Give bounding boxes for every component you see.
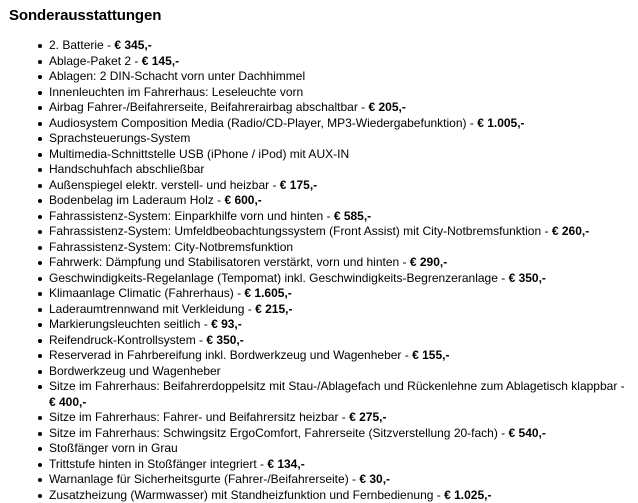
item-name: Sitze im Fahrerhaus: Schwingsitz ErgoComfort, Fahrerseite (Sitzverstellung 20-fach) <box>49 426 498 440</box>
list-item: Markierungsleuchten seitlich - € 93,- <box>37 317 627 333</box>
item-price: € 585,- <box>334 209 371 223</box>
list-item <box>37 131 627 147</box>
item-price: € 145,- <box>142 54 179 68</box>
equipment-list <box>37 38 627 503</box>
item-price: € 134,- <box>267 457 304 471</box>
item-price: € 540,- <box>509 426 546 440</box>
item-name: Trittstufe hinten in Stoßfänger integriert <box>49 457 257 471</box>
item-name: Bordwerkzeug und Wagenheber <box>49 364 221 378</box>
item-name: Ablage-Paket 2 <box>49 54 131 68</box>
list-item: Bodenbelag im Laderaum Holz - € 600,- <box>37 193 627 209</box>
item-price: € 175,- <box>280 178 317 192</box>
item-name: Warnanlage für Sicherheitsgurte (Fahrer-/Beifahrerseite) <box>49 472 349 486</box>
list-item: Sitze im Fahrerhaus: Schwingsitz ErgoComfort, Fahrerseite (Sitzverstellung 20-fach) - € 540,- <box>37 426 627 442</box>
item-price: € 30,- <box>359 472 390 486</box>
item-name: Stoßfänger vorn in Grau <box>49 441 178 455</box>
list-item: Sitze im Fahrerhaus: Fahrer- und Beifahrersitz heizbar - € 275,- <box>37 410 627 426</box>
list-item: Zusatzheizung (Warmwasser) mit Standheizfunktion und Fernbedienung - € 1.025,- <box>37 488 627 503</box>
item-price: € 350,- <box>509 271 546 285</box>
item-name: Zusatzheizung (Warmwasser) mit Standheizfunktion und Fernbedienung <box>49 488 433 502</box>
list-item <box>37 147 627 163</box>
item-price: € 1.025,- <box>444 488 491 502</box>
list-item: Sitze im Fahrerhaus: Beifahrerdoppelsitz mit Stau-/Ablagefach und Rückenlehne zum Ablagetisch klappbar - € 400,- <box>37 379 627 410</box>
page-title: Sonderausstattungen <box>9 7 161 24</box>
item-price: € 1.605,- <box>244 286 291 300</box>
item-price: € 1.005,- <box>477 116 524 130</box>
item-price: € 600,- <box>224 193 261 207</box>
list-item: Klimaanlage Climatic (Fahrerhaus) - € 1.605,- <box>37 286 627 302</box>
item-price: € 260,- <box>552 224 589 238</box>
list-item: Reifendruck-Kontrollsystem - € 350,- <box>37 333 627 349</box>
list-item <box>37 240 627 256</box>
list-item: Fahrassistenz-System: Einparkhilfe vorn und hinten - € 585,- <box>37 209 627 225</box>
list-item <box>37 364 627 380</box>
item-name: Markierungsleuchten seitlich <box>49 317 200 331</box>
item-name: Laderaumtrennwand mit Verkleidung <box>49 302 244 316</box>
item-price: € 93,- <box>211 317 242 331</box>
item-name: Ablagen: 2 DIN-Schacht vorn unter Dachhimmel <box>49 69 305 83</box>
item-name: Sitze im Fahrerhaus: Beifahrerdoppelsitz mit Stau-/Ablagefach und Rückenlehne zum Ablagetisch klappbar <box>49 379 617 393</box>
list-item <box>37 162 627 178</box>
item-name: Bodenbelag im Laderaum Holz <box>49 193 214 207</box>
item-name: Reserverad in Fahrbereifung inkl. Bordwerkzeug und Wagenheber <box>49 348 401 362</box>
item-name: Fahrwerk: Dämpfung und Stabilisatoren verstärkt, vorn und hinten <box>49 255 399 269</box>
item-name: Fahrassistenz-System: City-Notbremsfunktion <box>49 240 293 254</box>
item-price: € 345,- <box>114 38 151 52</box>
item-price: € 275,- <box>349 410 386 424</box>
list-item <box>37 69 627 85</box>
item-name: Außenspiegel elektr. verstell- und heizbar <box>49 178 269 192</box>
list-item: Reserverad in Fahrbereifung inkl. Bordwerkzeug und Wagenheber - € 155,- <box>37 348 627 364</box>
list-item: Airbag Fahrer-/Beifahrerseite, Beifahrerairbag abschaltbar - € 205,- <box>37 100 627 116</box>
item-price: € 350,- <box>206 333 243 347</box>
list-item: Trittstufe hinten in Stoßfänger integriert - € 134,- <box>37 457 627 473</box>
list-item: Laderaumtrennwand mit Verkleidung - € 215,- <box>37 302 627 318</box>
list-item: Warnanlage für Sicherheitsgurte (Fahrer-/Beifahrerseite) - € 30,- <box>37 472 627 488</box>
list-item: Ablage-Paket 2 - € 145,- <box>37 54 627 70</box>
item-name: Innenleuchten im Fahrerhaus: Leseleuchte vorn <box>49 85 303 99</box>
list-item: 2. Batterie - € 345,- <box>37 38 627 54</box>
list-item: Fahrassistenz-System: Umfeldbeobachtungssystem (Front Assist) mit City-Notbremsfunktion - € 260,- <box>37 224 627 240</box>
item-name: Geschwindigkeits-Regelanlage (Tempomat) inkl. Geschwindigkeits-Begrenzeranlage <box>49 271 498 285</box>
item-name: Audiosystem Composition Media (Radio/CD-Player, MP3-Wiedergabefunktion) <box>49 116 467 130</box>
item-name: Fahrassistenz-System: Umfeldbeobachtungssystem (Front Assist) mit City-Notbremsfunktion <box>49 224 541 238</box>
list-item: Außenspiegel elektr. verstell- und heizbar - € 175,- <box>37 178 627 194</box>
item-price: € 400,- <box>49 395 86 409</box>
list-item: Geschwindigkeits-Regelanlage (Tempomat) inkl. Geschwindigkeits-Begrenzeranlage - € 350,- <box>37 271 627 287</box>
item-name: Airbag Fahrer-/Beifahrerseite, Beifahrerairbag abschaltbar <box>49 100 358 114</box>
item-name: Handschuhfach abschließbar <box>49 162 204 176</box>
list-item <box>37 441 627 457</box>
item-name: Reifendruck-Kontrollsystem <box>49 333 196 347</box>
item-name: Sprachsteuerungs-System <box>49 131 190 145</box>
item-name: Sitze im Fahrerhaus: Fahrer- und Beifahrersitz heizbar <box>49 410 338 424</box>
list-item <box>37 85 627 101</box>
item-name: Multimedia-Schnittstelle USB (iPhone / iPod) mit AUX-IN <box>49 147 349 161</box>
item-price: € 290,- <box>410 255 447 269</box>
item-name: Klimaanlage Climatic (Fahrerhaus) <box>49 286 234 300</box>
item-name: Fahrassistenz-System: Einparkhilfe vorn und hinten <box>49 209 323 223</box>
item-price: € 155,- <box>412 348 449 362</box>
item-price: € 205,- <box>369 100 406 114</box>
item-price: € 215,- <box>255 302 292 316</box>
list-item: Fahrwerk: Dämpfung und Stabilisatoren verstärkt, vorn und hinten - € 290,- <box>37 255 627 271</box>
list-item: Audiosystem Composition Media (Radio/CD-Player, MP3-Wiedergabefunktion) - € 1.005,- <box>37 116 627 132</box>
item-name: 2. Batterie <box>49 38 104 52</box>
